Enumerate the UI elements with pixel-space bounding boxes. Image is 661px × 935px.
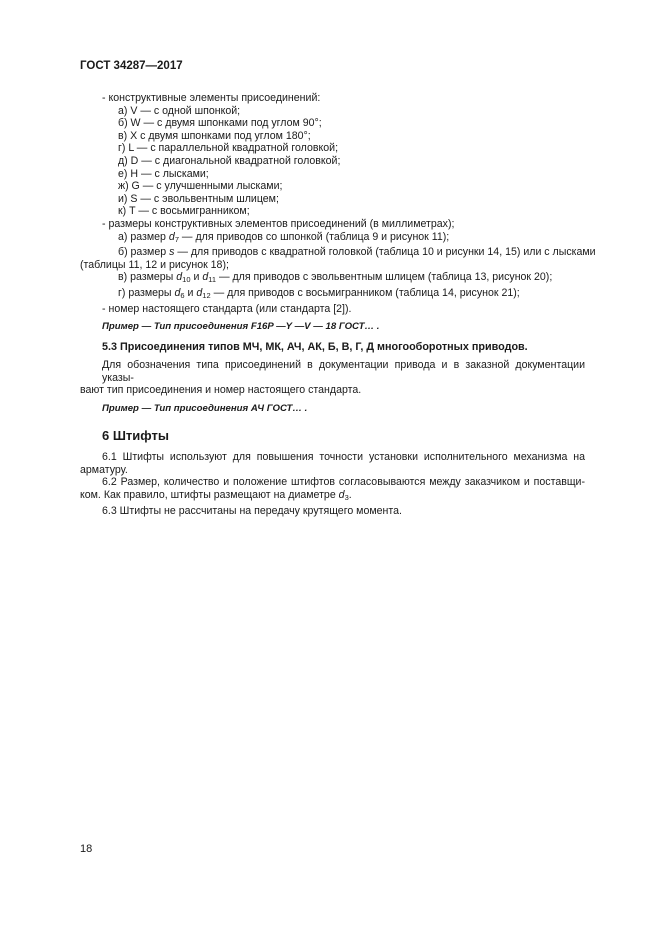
size-item-d: г) размеры $d_6$ и $d_{12}$ — для приводов с восьмигранником (таблица 14, рисунок 21); [118, 286, 520, 300]
para-6-3: 6.3 Штифты не рассчитаны на передачу крутящего момента. [102, 504, 402, 517]
list-item: б) W — с двумя шпонками под углом 90°; [118, 117, 322, 130]
list-item: ж) G — с улучшенными лысками; [118, 180, 283, 193]
page-content [80, 92, 596, 517]
subsection-5-3-text-line1: Для обозначения типа присоединений в документации привода и в заказной документации указы- [102, 359, 585, 384]
para-6-2-line2: ком. Как правило, штифты размещают на диаметре $d_3$. [80, 489, 352, 503]
list-item: к) T — с восьмигранником; [118, 205, 250, 218]
example-1: Пример — Тип присоединения F16P —Y —V — 18 ГОСТ… . [102, 321, 380, 333]
list-item: г) L — с параллельной квадратной головкой; [118, 142, 339, 155]
page-number: 18 [80, 843, 93, 855]
sizes-intro: - размеры конструктивных элементов присоединений (в миллиметрах); [102, 217, 455, 230]
size-item-b: б) размер s — для приводов с квадратной головкой (таблица 10 и рисунки 14, 15) или с лысками [118, 246, 596, 259]
list-item: а) V — с одной шпонкой; [118, 104, 241, 117]
para-6-2-line1: 6.2 Размер, количество и положение штифтов согласовываются между заказчиком и поставщи- [102, 476, 585, 489]
document-header: ГОСТ 34287—2017 [80, 60, 183, 72]
size-item-b-continued: (таблицы 11, 12 и рисунок 18); [80, 258, 229, 271]
subsection-5-3-title: 5.3 Присоединения типов МЧ, МК, АЧ, АК, Б, В, Г, Д многооборотных приводов. [102, 340, 528, 353]
connection-types-list [80, 105, 585, 218]
size-item-a: а) размер $d_7$ — для приводов со шпонкой (таблица 9 и рисунок 11); [118, 230, 450, 244]
size-item-c: в) размеры $d_{10}$ и $d_{11}$ — для приводов с эвольвентным шлицем (таблица 13, рисунок 20); [118, 271, 553, 285]
example-2: Пример — Тип присоединения АЧ ГОСТ… . [102, 403, 308, 415]
para-6-1-line1: 6.1 Штифты используют для повышения точности установки исполнительного механизма на [102, 451, 585, 464]
section-6-title: 6 Штифты [102, 427, 169, 443]
elements-intro: - конструктивные элементы присоединений: [102, 92, 321, 104]
standard-number-line: - номер настоящего стандарта (или стандарта [2]). [102, 302, 352, 315]
list-item: в) X с двумя шпонками под углом 180°; [118, 129, 311, 142]
list-item: и) S — с эвольвентным шлицем; [118, 192, 279, 205]
list-item: д) D — с диагональной квадратной головкой; [118, 154, 341, 167]
list-item: е) H — с лысками; [118, 167, 209, 180]
subsection-5-3-text-line2: вают тип присоединения и номер настоящего стандарта. [80, 384, 362, 397]
para-6-1-line2: арматуру. [80, 463, 128, 476]
